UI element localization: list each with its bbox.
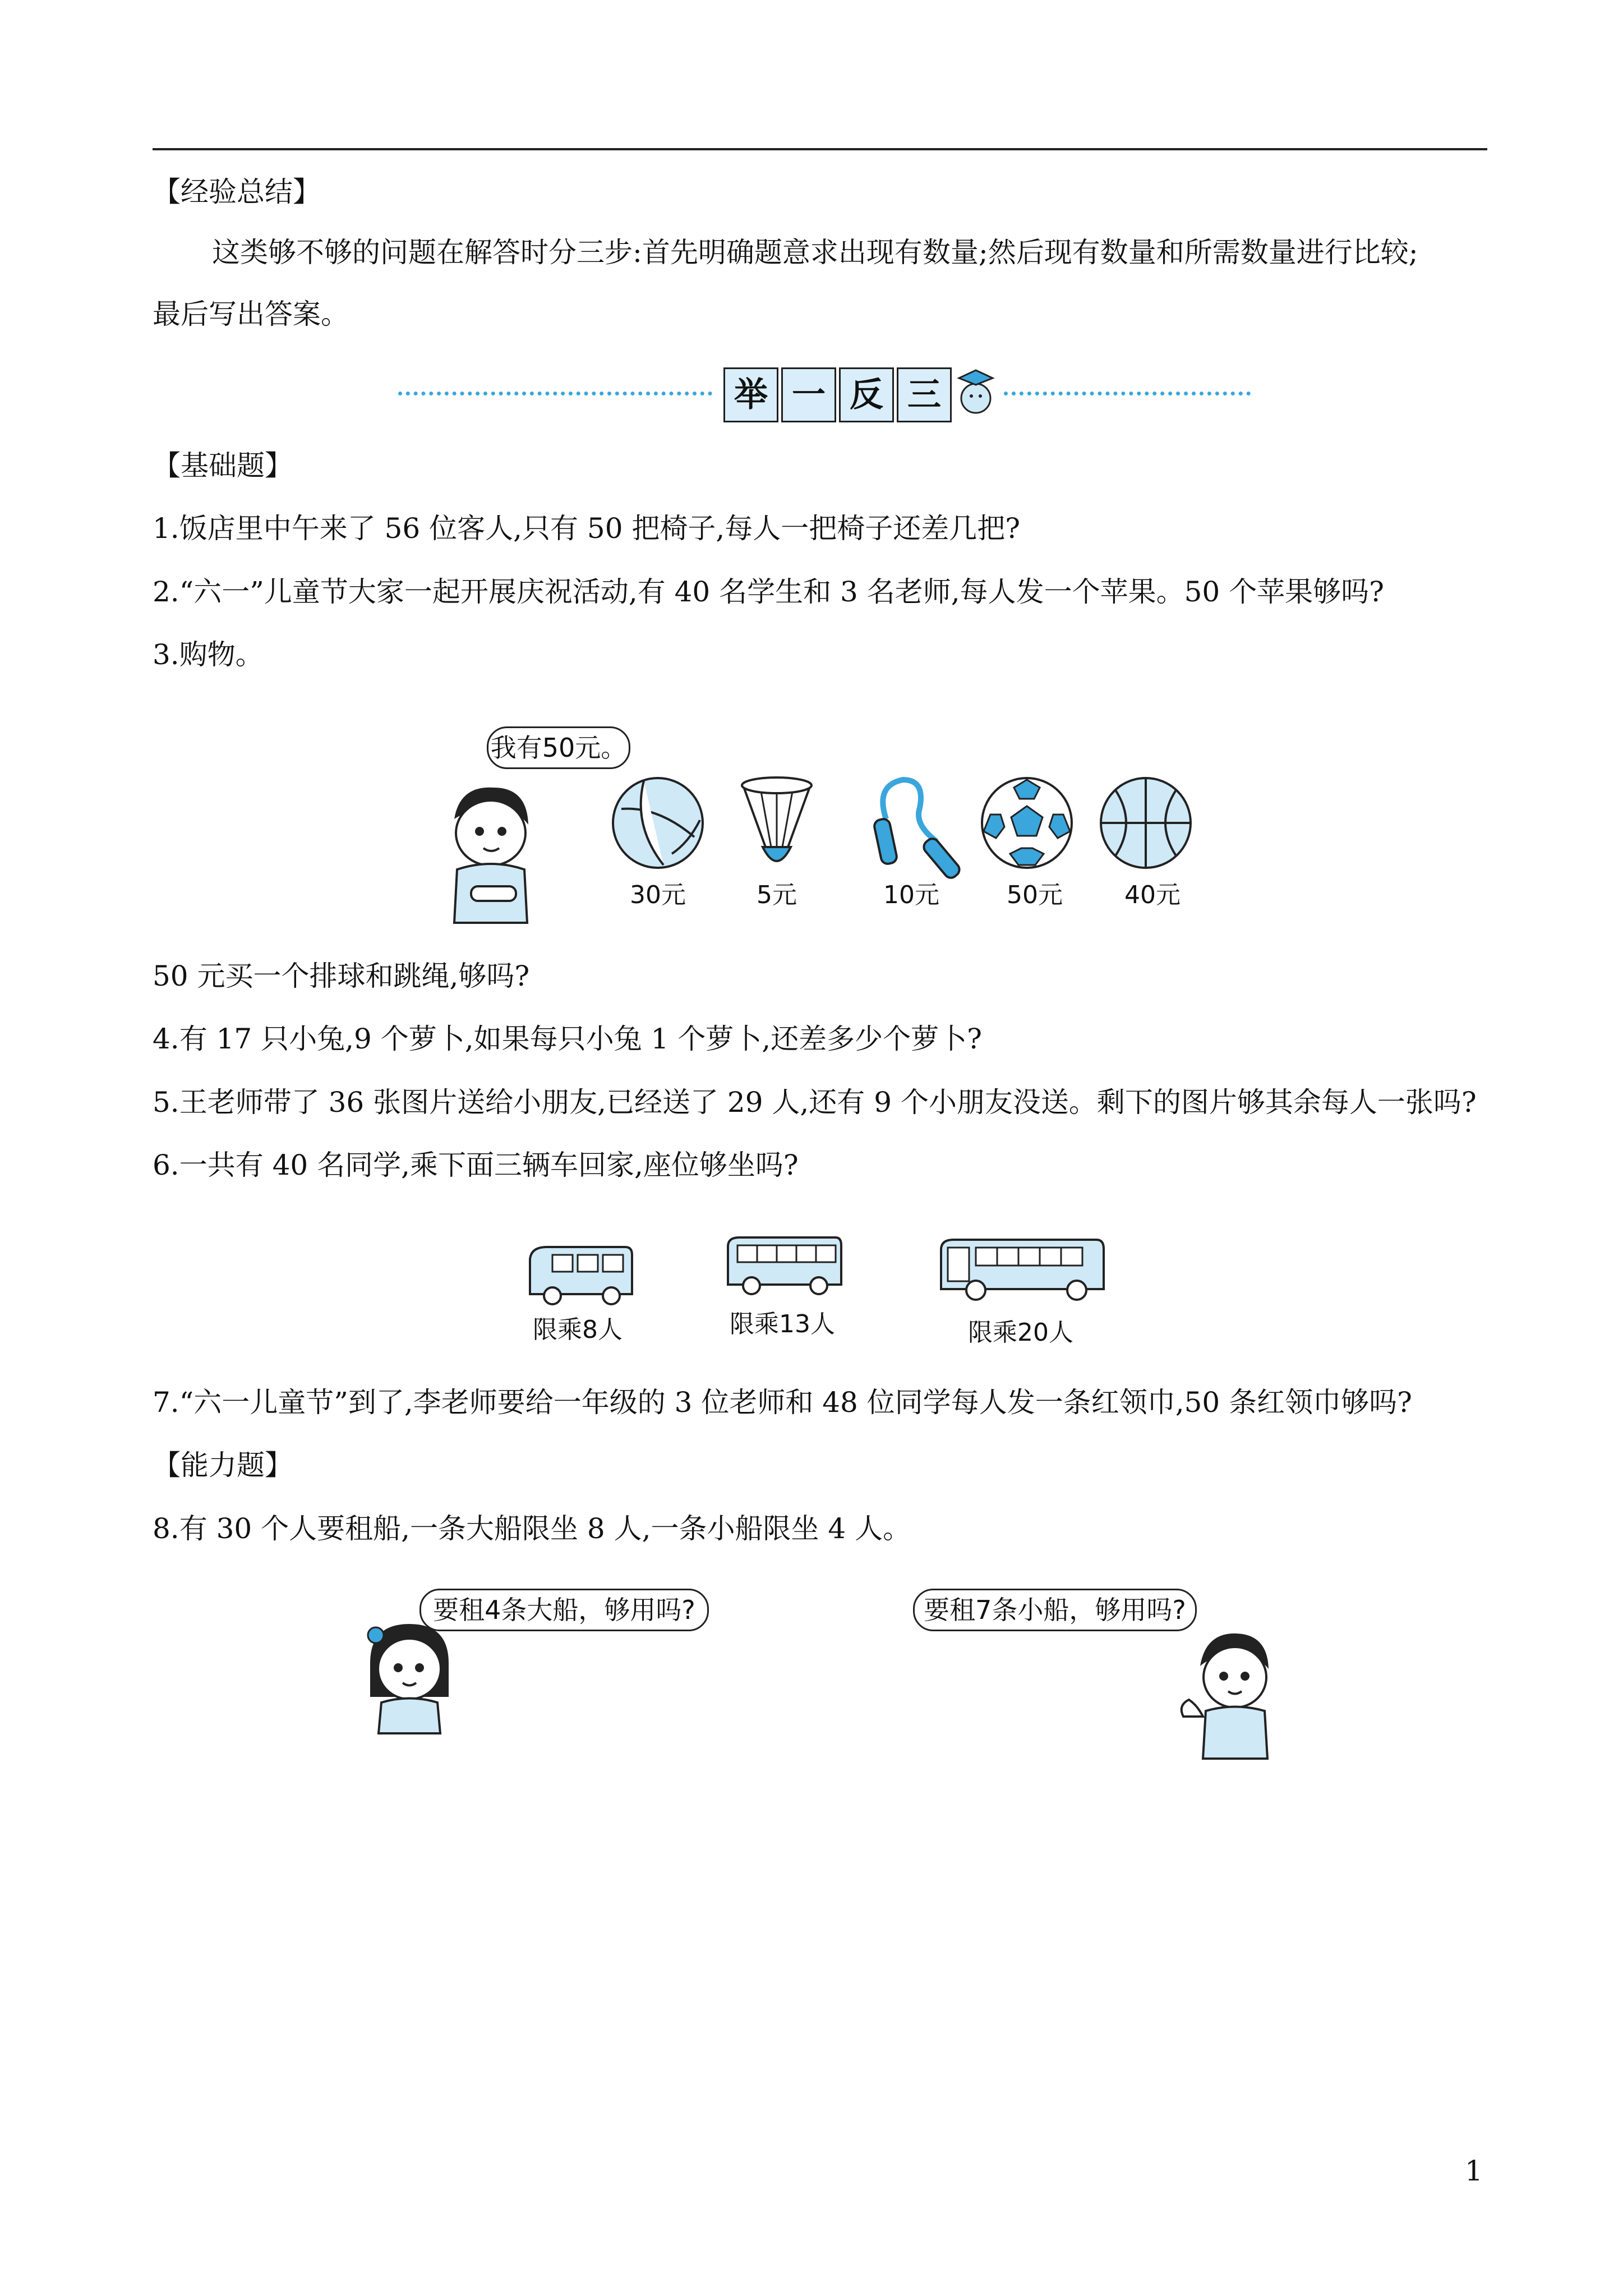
volleyball-icon	[610, 775, 706, 871]
ability-heading: 【能力题】	[153, 1449, 293, 1481]
minibus-icon	[723, 1234, 844, 1299]
bus-capacity-label: 限乘20人	[968, 1318, 1073, 1347]
jump-rope-icon	[852, 774, 965, 875]
banner-right-dotted-line	[1004, 392, 1251, 395]
basketball-icon	[1098, 775, 1193, 871]
page-number: 1	[1465, 2155, 1483, 2187]
banner-char-4: 三	[897, 367, 952, 422]
price-volleyball: 30元	[630, 881, 686, 909]
shuttlecock-icon	[737, 774, 816, 875]
summary-line-1: 这类够不够的问题在解答时分三步:首先明确题意求出现有数量;然后现有数量和所需数量进行比较;	[212, 236, 1418, 269]
basic-heading: 【基础题】	[153, 449, 293, 482]
boy-speech-bubble: 我有50元。	[487, 726, 630, 769]
question-7: 7.“六一儿童节”到了,李老师要给一年级的 3 位老师和 48 位同学每人发一条红领巾,50 条红领巾够吗?	[153, 1386, 1412, 1419]
minibus-capacity-label: 限乘13人	[730, 1310, 835, 1338]
banner-char-1: 举	[723, 367, 778, 422]
question-8: 8.有 30 个人要租船,一条大船限坐 8 人,一条小船限坐 4 人。	[153, 1512, 911, 1545]
soccer-ball-icon	[979, 775, 1075, 871]
price-soccer-ball: 50元	[1007, 881, 1063, 909]
question-5: 5.王老师带了 36 张图片送给小朋友,已经送了 29 人,还有 9 个小朋友没送。剩下的图片够其余每人一张吗?	[153, 1086, 1477, 1119]
van-capacity-label: 限乘8人	[533, 1315, 623, 1344]
top-rule	[153, 148, 1487, 150]
question-1: 1.饭店里中午来了 56 位客人,只有 50 把椅子,每人一把椅子还差几把?	[153, 512, 1021, 545]
van-icon	[524, 1243, 637, 1307]
boy-character-icon	[432, 780, 544, 931]
bus-icon	[937, 1234, 1108, 1304]
price-shuttlecock: 5元	[757, 881, 797, 909]
girl-character-icon	[353, 1618, 465, 1736]
banner-left-dotted-line	[398, 392, 712, 395]
price-basketball: 40元	[1124, 881, 1181, 909]
girl-speech-bubble: 要租4条大船，够用吗?	[419, 1589, 709, 1631]
boy-2-character-icon	[1172, 1627, 1284, 1761]
banner-char-2: 一	[781, 367, 836, 422]
scholar-mascot-icon	[953, 365, 998, 421]
question-3-text: 50 元买一个排球和跳绳,够吗?	[153, 960, 530, 992]
question-3: 3.购物。	[153, 638, 264, 671]
question-4: 4.有 17 只小兔,9 个萝卜,如果每只小兔 1 个萝卜,还差多少个萝卜?	[153, 1023, 982, 1055]
summary-line-2: 最后写出答案。	[153, 298, 349, 330]
summary-heading: 【经验总结】	[153, 176, 321, 208]
question-6: 6.一共有 40 名同学,乘下面三辆车回家,座位够坐吗?	[153, 1149, 799, 1181]
banner-char-3: 反	[839, 367, 894, 422]
price-jump-rope: 10元	[883, 881, 939, 909]
boy-2-speech-bubble: 要租7条小船，够用吗?	[913, 1589, 1197, 1631]
question-2: 2.“六一”儿童节大家一起开展庆祝活动,有 40 名学生和 3 名老师,每人发一个苹果。50 个苹果够吗?	[153, 576, 1384, 608]
